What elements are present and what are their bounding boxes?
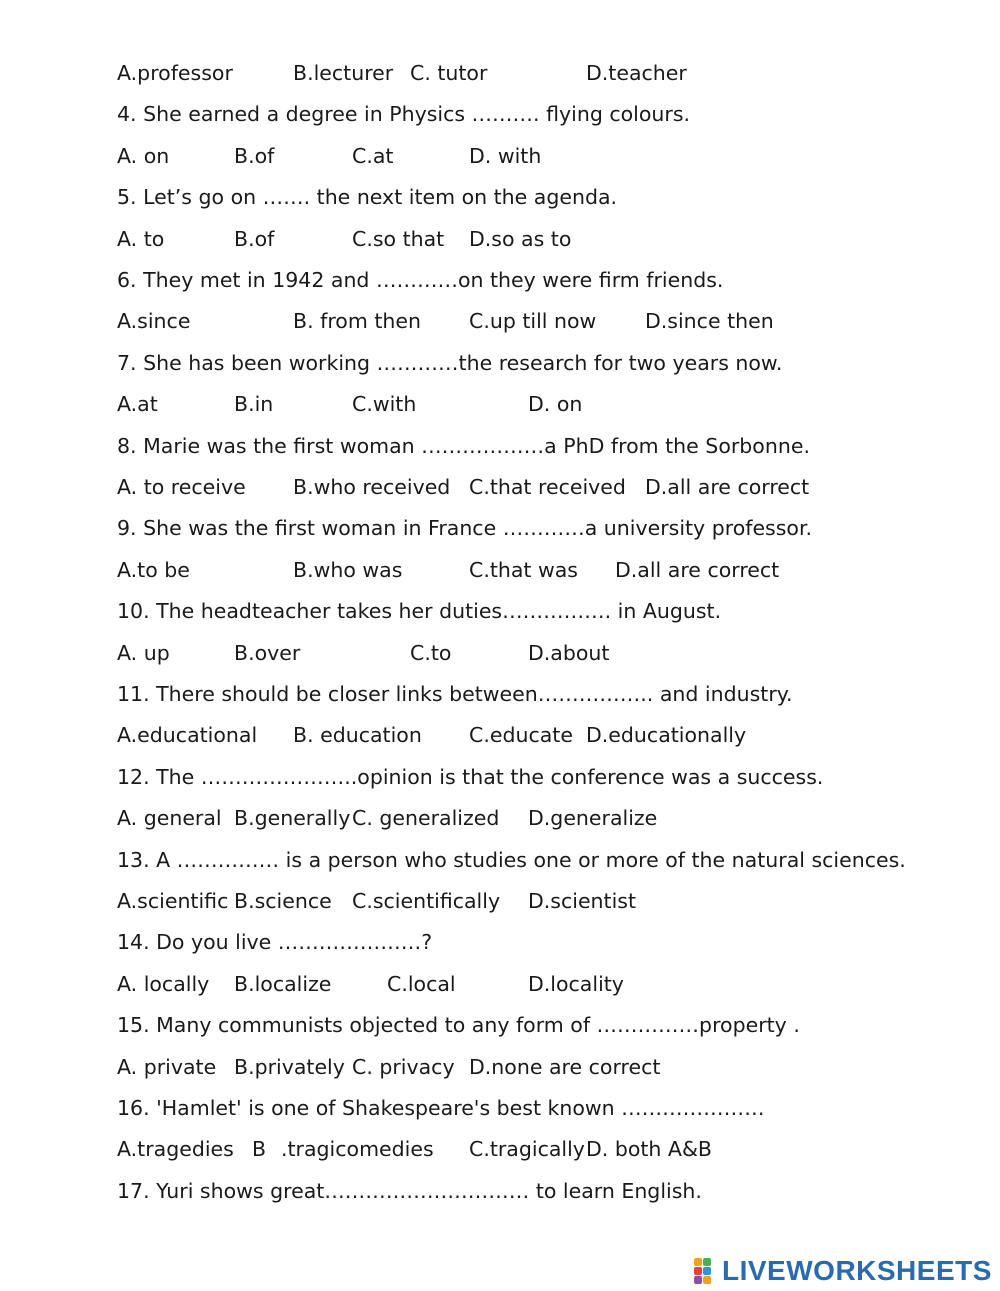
question-text: 6. They met in 1942 and …………on they were firm friends. xyxy=(117,268,724,292)
answer-option: A.since xyxy=(117,309,191,333)
answer-option: C.local xyxy=(387,972,456,996)
answer-option: A. on xyxy=(117,144,170,168)
answer-options-row xyxy=(0,474,1000,500)
answer-option: C.that received xyxy=(469,475,626,499)
question-text: 14. Do you live …………………? xyxy=(117,930,433,954)
answer-option: C.scientifically xyxy=(352,889,501,913)
answer-options-row xyxy=(0,143,1000,169)
answer-option: C. privacy xyxy=(352,1055,455,1079)
answer-option: D.scientist xyxy=(528,889,637,913)
answer-options-row xyxy=(0,308,1000,334)
question-text: 4. She earned a degree in Physics ………. flying colours. xyxy=(117,102,691,126)
answer-option: D.all are correct xyxy=(615,558,780,582)
answer-options-row xyxy=(0,391,1000,417)
answer-option: A. general xyxy=(117,806,222,830)
answer-option: C. tutor xyxy=(410,61,488,85)
answer-options-row xyxy=(0,1136,1000,1162)
answer-options-row xyxy=(0,971,1000,997)
answer-option: D.so as to xyxy=(469,227,572,251)
answer-option: D.about xyxy=(528,641,610,665)
answer-option: C.so that xyxy=(352,227,445,251)
answer-option: A. to receive xyxy=(117,475,246,499)
answer-option: B.lecturer xyxy=(293,61,394,85)
answer-option: D.generalize xyxy=(528,806,658,830)
answer-option: C. generalized xyxy=(352,806,500,830)
answer-options-row xyxy=(0,1054,1000,1080)
question-text: 8. Marie was the first woman ………………a PhD from the Sorbonne. xyxy=(117,434,810,458)
answer-option: D.locality xyxy=(528,972,624,996)
answer-option: D.all are correct xyxy=(645,475,810,499)
answer-options-row xyxy=(0,722,1000,748)
answer-option: B.localize xyxy=(234,972,332,996)
answer-option: A.at xyxy=(117,392,158,416)
answer-option: C.up till now xyxy=(469,309,597,333)
answer-option: C.tragically xyxy=(469,1137,585,1161)
question-text: 12. The …………………..opinion is that the conference was a success. xyxy=(117,765,824,789)
answer-option: B.who was xyxy=(293,558,403,582)
answer-option: B.generally xyxy=(234,806,351,830)
answer-option: D.none are correct xyxy=(469,1055,661,1079)
liveworksheets-logo xyxy=(694,1256,992,1286)
answer-options-row xyxy=(0,226,1000,252)
answer-option: B.in xyxy=(234,392,274,416)
answer-option: B.over xyxy=(234,641,301,665)
answer-options-row xyxy=(0,640,1000,666)
question-text: 17. Yuri shows great………………………… to learn English. xyxy=(117,1179,702,1203)
answer-option: A. up xyxy=(117,641,170,665)
question-text: 7. She has been working …………the research for two years now. xyxy=(117,351,783,375)
question-text: 16. 'Hamlet' is one of Shakespeare's best known ………………… xyxy=(117,1096,765,1120)
answer-option: B xyxy=(252,1137,267,1161)
question-text: 5. Let’s go on ……. the next item on the agenda. xyxy=(117,185,618,209)
answer-option: D. with xyxy=(469,144,542,168)
answer-option: C.at xyxy=(352,144,394,168)
answer-option: A.educational xyxy=(117,723,258,747)
answer-option: C.that was xyxy=(469,558,578,582)
answer-options-row xyxy=(0,805,1000,831)
question-text: 10. The headteacher takes her duties……………. in August. xyxy=(117,599,722,623)
answer-option: C.with xyxy=(352,392,417,416)
question-text: 11. There should be closer links between…………….. and industry. xyxy=(117,682,793,706)
answer-option: B.privately xyxy=(234,1055,345,1079)
answer-options-row xyxy=(0,888,1000,914)
question-text: 13. A …………… is a person who studies one or more of the natural sciences. xyxy=(117,848,906,872)
answer-options-row xyxy=(0,60,1000,86)
answer-options-row xyxy=(0,557,1000,583)
answer-option: C.educate xyxy=(469,723,573,747)
answer-option: B.science xyxy=(234,889,332,913)
answer-option: B.of xyxy=(234,144,275,168)
answer-option: A. private xyxy=(117,1055,217,1079)
answer-option: A.scientific xyxy=(117,889,229,913)
answer-option: B.of xyxy=(234,227,275,251)
answer-option: D. both A&B xyxy=(586,1137,712,1161)
answer-option: D.since then xyxy=(645,309,774,333)
answer-option: D.educationally xyxy=(586,723,747,747)
answer-option: B. from then xyxy=(293,309,421,333)
answer-option: A. to xyxy=(117,227,165,251)
logo-text: LIVEWORKSHEETS xyxy=(722,1255,992,1286)
answer-option: A.professor xyxy=(117,61,233,85)
answer-option: .tragicomedies xyxy=(281,1137,434,1161)
question-text: 9. She was the first woman in France …………a university professor. xyxy=(117,516,813,540)
question-text: 15. Many communists objected to any form of ……………property . xyxy=(117,1013,800,1037)
answer-option: D. on xyxy=(528,392,583,416)
answer-option: B. education xyxy=(293,723,422,747)
answer-option: A.to be xyxy=(117,558,190,582)
logo-squares-icon xyxy=(694,1258,718,1284)
answer-option: A.tragedies xyxy=(117,1137,234,1161)
answer-option: B.who received xyxy=(293,475,451,499)
answer-option: D.teacher xyxy=(586,61,687,85)
answer-option: C.to xyxy=(410,641,452,665)
answer-option: A. locally xyxy=(117,972,210,996)
